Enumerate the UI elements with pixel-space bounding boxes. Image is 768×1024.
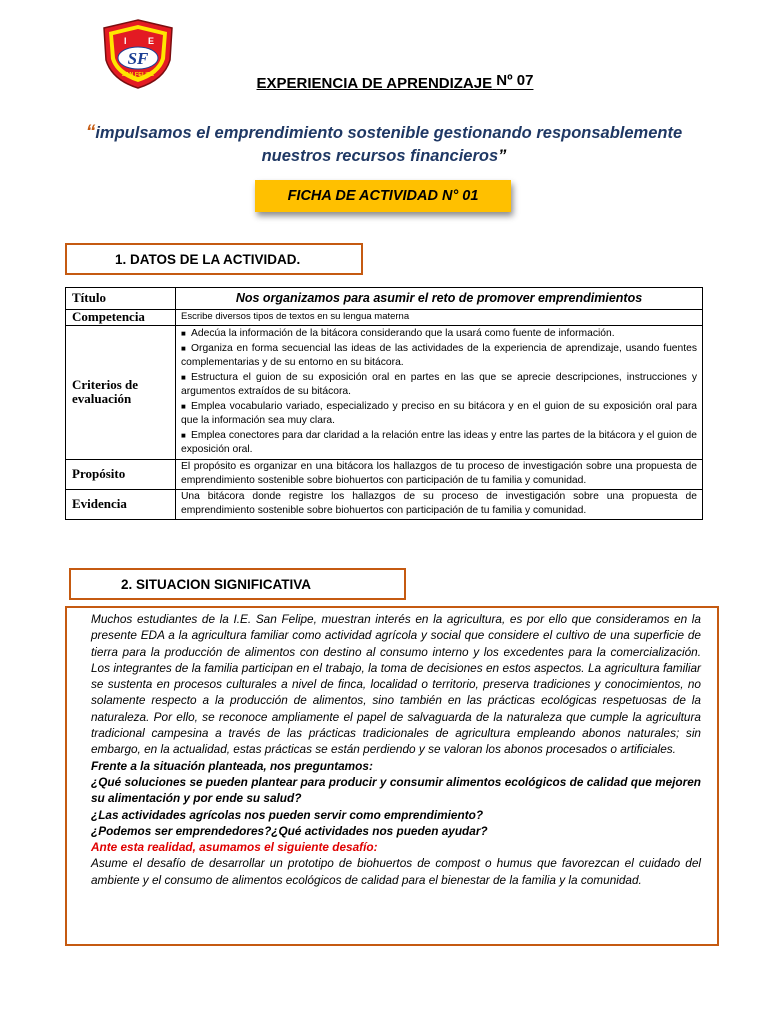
quote-open-mark: “ [85,122,96,143]
bullet-icon: ■ [181,329,186,338]
logo-monogram: SF [127,49,149,68]
experience-number: Nº 07 [496,72,534,89]
table-row-criterios [66,326,703,460]
proposito-value: El propósito es organizar en una bitácora los hallazgos de tu proceso de investigación sobre una propuesta de emprendimiento sostenible sobre biohuertos con participación de tu familia y comunidad. [176,459,703,489]
situation-lead: Frente a la situación planteada, nos preguntamos: [91,758,373,773]
titulo-value: Nos organizamos para asumir el reto de promover emprendimientos [176,288,703,310]
experience-title [180,72,610,92]
table-row-evidencia [66,489,703,519]
experience-quote [40,121,728,168]
evidencia-label: Evidencia [66,489,176,519]
competencia-label: Competencia [66,310,176,326]
section-1-heading: 1. DATOS DE LA ACTIVIDAD. [65,243,363,275]
question-2: ¿Las actividades agrícolas nos pueden servir como emprendimiento? [91,807,484,822]
challenge-text: Asume el desafío de desarrollar un prototipo de biohuertos de compost o humus que favorezcan el cuidado del ambiente y el consumo de alimentos ecológicos de calidad para el bienestar de la familia y la comunidad. [91,856,701,887]
significant-situation-box [65,606,719,946]
activity-data-table [65,287,703,520]
question-3: ¿Podemos ser emprendedores?¿Qué actividades nos pueden ayudar? [91,823,488,838]
question-1: ¿Qué soluciones se pueden plantear para producir y consumir alimentos ecológicos de calidad que mejoren su alimentación y por ende su salud? [91,774,701,806]
bullet-icon: ■ [181,343,186,353]
competencia-value: Escribe diversos tipos de textos en su lengua materna [176,310,703,326]
situation-paragraph: Muchos estudiantes de la I.E. San Felipe, muestran interés en la agricultura, es por ello que consideramos en la presente EDA a la agricultura familiar como actividad agrícola y social que considere el cultivo de una superficie de tierra para la producción de alimentos con destino al consumo interno y los excedentes para la comercialización. Los integrantes de la familia participan en el trabajo, la toma de decisiones en estos aspectos. La agricultura familiar se sustenta en procesos culturales a nivel de finca, localidad o territorio, preserva tradiciones y conocimientos, no solamente respecto a la producción de alimentos, sino también en las prácticas ecológicas respetuosas de la naturaleza. Por ello, se reconoce ampliamente el papel de salvaguarda de la naturaleza que cumple la agricultura tradicional campesina a través de las prácticas tradicionales de agricultura empleando abonos naturales; sin embargo, en la actualidad, estas prácticas se están perdiendo y se valoran los abonos procesados o artificiales. [91,612,701,757]
table-row-proposito [66,459,703,489]
bullet-icon: ■ [181,430,186,440]
criterio-item: ■ Emplea conectores para dar claridad a la relación entre las ideas y entre las partes de la bitácora y el guion de exposición oral. [181,429,697,455]
activity-sheet-banner: FICHA DE ACTIVIDAD N° 01 [255,180,511,212]
bullet-icon: ■ [181,401,186,411]
quote-close-mark: ” [498,147,507,165]
quote-line-2: nuestros recursos financieros [261,147,499,165]
experience-title-text: EXPERIENCIA DE APRENDIZAJE [256,75,493,92]
quote-line-1: impulsamos el emprendimiento sostenible gestionando responsablemente [95,124,683,142]
school-logo [100,18,176,90]
criterio-item: ■ Organiza en forma secuencial las ideas de las actividades de la experiencia de aprendizaje, usando fuentes complementarias y de su entorno en su bitácora. [181,342,697,368]
bullet-icon: ■ [181,372,186,382]
logo-letter-i: I [124,36,127,46]
criterios-label: Criterios de evaluación [66,326,176,460]
evidencia-value: Una bitácora donde registre los hallazgos de su proceso de investigación sobre una propuesta de emprendimiento sostenible sobre biohuertos con participación de tu familia y comunidad. [176,489,703,519]
challenge-lead: Ante esta realidad, asumamos el siguiente desafío: [91,840,378,855]
logo-letter-e: E [148,36,155,46]
section-2-heading: 2. SITUACION SIGNIFICATIVA [69,568,406,600]
proposito-label: Propósito [66,459,176,489]
criterio-item: ■ Adecúa la información de la bitácora considerando que la usará como fuente de información. [181,327,697,342]
table-row-titulo [66,288,703,310]
table-row-competencia [66,310,703,326]
titulo-label: Título [66,288,176,310]
criterios-list [176,326,703,460]
logo-motto: SAN FELIPE [121,72,155,78]
criterio-item: ■ Estructura el guion de su exposición oral en partes en las que se aprecie descripciones, instrucciones y argumentos extraídos de su bitácora. [181,371,697,397]
criterio-item: ■ Emplea vocabulario variado, especializado y preciso en su bitácora y en el guion de su exposición oral para que la información sea muy clara. [181,400,697,426]
